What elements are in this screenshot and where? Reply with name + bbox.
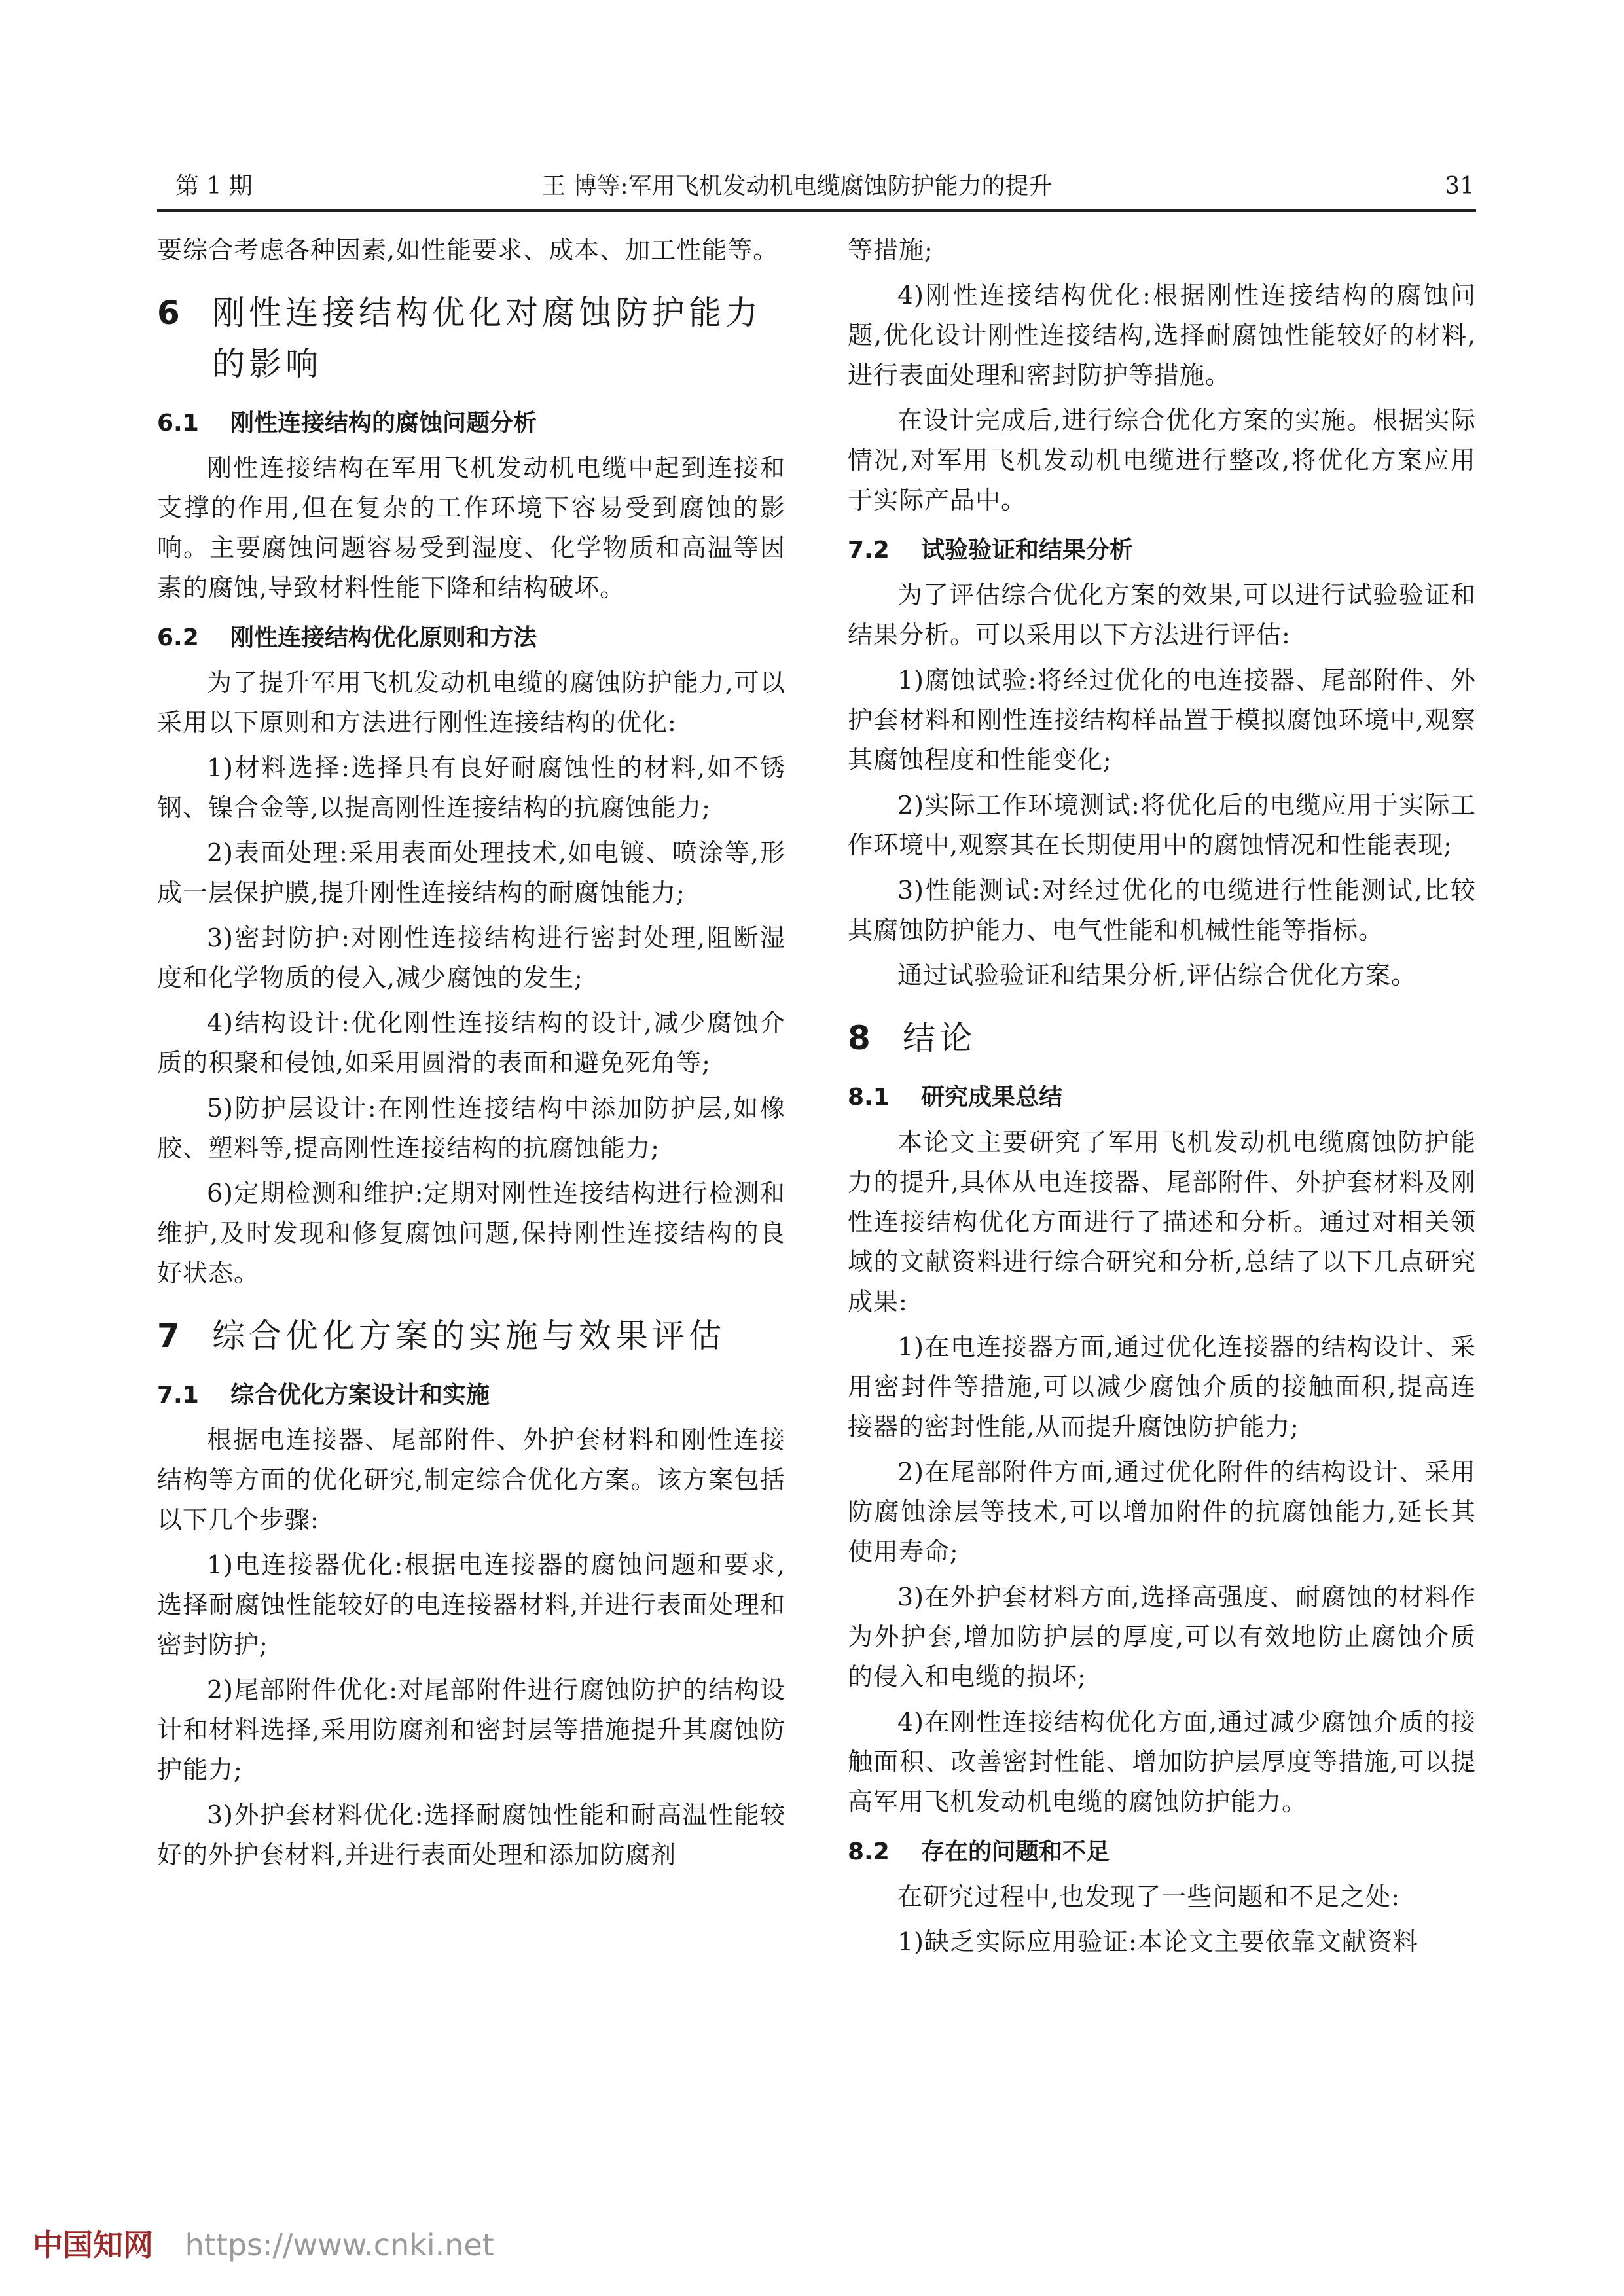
right-column xyxy=(848,230,1476,1967)
list-item: 2)表面处理:采用表面处理技术,如电镀、喷涂等,形成一层保护膜,提升刚性连接结构的耐腐蚀能力; xyxy=(157,838,785,907)
subsection-title: 综合优化方案设计和实施 xyxy=(230,1382,490,1408)
section-title: 结论 xyxy=(903,1019,976,1057)
section-number: 8 xyxy=(848,1019,875,1057)
list-item: 3)在外护套材料方面,选择高强度、耐腐蚀的材料作为外护套,增加防护层的厚度,可以有效地防止腐蚀介质的侵入和电缆的损坏; xyxy=(848,1583,1476,1691)
subsection-number: 8.2 xyxy=(848,1839,890,1865)
subsection-heading-6-1 xyxy=(157,404,785,443)
paragraph: 在研究过程中,也发现了一些问题和不足之处: xyxy=(897,1882,1400,1911)
cnki-url[interactable]: https://www.cnki.net xyxy=(185,2227,494,2263)
page-number: 31 xyxy=(1445,173,1475,200)
paragraph: 本论文主要研究了军用飞机发动机电缆腐蚀防护能力的提升,具体从电连接器、尾部附件、外护套材料及刚性连接结构优化方面进行了描述和分析。通过对相关领域的文献资料进行综合研究和分析,总结了以下几点研究成果: xyxy=(848,1128,1476,1316)
section-number: 6 xyxy=(157,294,184,332)
section-title: 综合优化方案的实施与效果评估 xyxy=(212,1317,725,1355)
issue-number: 第 1 期 xyxy=(175,173,253,200)
list-item: 1)腐蚀试验:将经过优化的电连接器、尾部附件、外护套材料和刚性连接结构样品置于模拟腐蚀环境中,观察其腐蚀程度和性能变化; xyxy=(848,666,1476,774)
cnki-watermark xyxy=(33,2222,494,2268)
list-item: 1)在电连接器方面,通过优化连接器的结构设计、采用密封件等措施,可以减少腐蚀介质的接触面积,提高连接器的密封性能,从而提升腐蚀防护能力; xyxy=(848,1333,1476,1441)
subsection-number: 6.1 xyxy=(157,410,199,437)
paragraph: 要综合考虑各种因素,如性能要求、成本、加工性能等。 xyxy=(157,236,779,264)
section-title: 刚性连接结构优化对腐蚀防护能力的影响 xyxy=(212,294,762,383)
list-item: 2)尾部附件优化:对尾部附件进行腐蚀防护的结构设计和材料选择,采用防腐剂和密封层等措施提升其腐蚀防护能力; xyxy=(157,1676,785,1784)
header-rule xyxy=(157,209,1476,212)
list-item: 4)结构设计:优化刚性连接结构的设计,减少腐蚀介质的积聚和侵蚀,如采用圆滑的表面和避免死角等; xyxy=(157,1009,785,1077)
list-item: 6)定期检测和维护:定期对刚性连接结构进行检测和维护,及时发现和修复腐蚀问题,保持刚性连接结构的良好状态。 xyxy=(157,1179,785,1287)
subsection-title: 试验验证和结果分析 xyxy=(921,537,1134,564)
list-item: 1)电连接器优化:根据电连接器的腐蚀问题和要求,选择耐腐蚀性能较好的电连接器材料,并进行表面处理和密封防护; xyxy=(157,1551,785,1659)
subsection-heading-7-1 xyxy=(157,1376,785,1415)
list-item: 1)材料选择:选择具有良好耐腐蚀性的材料,如不锈钢、镍合金等,以提高刚性连接结构的抗腐蚀能力; xyxy=(157,753,785,822)
section-number: 7 xyxy=(157,1317,184,1355)
list-item: 5)防护层设计:在刚性连接结构中添加防护层,如橡胶、塑料等,提高刚性连接结构的抗腐蚀能力; xyxy=(157,1094,785,1162)
subsection-heading-6-2 xyxy=(157,619,785,658)
paragraph: 通过试验验证和结果分析,评估综合优化方案。 xyxy=(897,961,1417,990)
subsection-heading-8-2 xyxy=(848,1833,1476,1872)
section-heading-8 xyxy=(848,1013,1476,1064)
subsection-number: 7.2 xyxy=(848,537,890,564)
list-item: 4)刚性连接结构优化:根据刚性连接结构的腐蚀问题,优化设计刚性连接结构,选择耐腐蚀性能较好的材料,进行表面处理和密封防护等措施。 xyxy=(848,281,1476,389)
section-heading-7 xyxy=(157,1310,785,1361)
paragraph: 为了提升军用飞机发动机电缆的腐蚀防护能力,可以采用以下原则和方法进行刚性连接结构的优化: xyxy=(157,668,785,737)
running-header xyxy=(175,167,1475,206)
subsection-title: 存在的问题和不足 xyxy=(921,1839,1110,1865)
subsection-title: 研究成果总结 xyxy=(921,1084,1063,1111)
list-item: 3)外护套材料优化:选择耐腐蚀性能和耐高温性能较好的外护套材料,并进行表面处理和添加防腐剂 xyxy=(157,1801,785,1869)
list-item: 2)在尾部附件方面,通过优化附件的结构设计、采用防腐蚀涂层等技术,可以增加附件的抗腐蚀能力,延长其使用寿命; xyxy=(848,1458,1476,1566)
list-item: 4)在刚性连接结构优化方面,通过减少腐蚀介质的接触面积、改善密封性能、增加防护层厚度等措施,可以提高军用飞机发动机电缆的腐蚀防护能力。 xyxy=(848,1708,1476,1816)
list-item: 3)密封防护:对刚性连接结构进行密封处理,阻断湿度和化学物质的侵入,减少腐蚀的发生; xyxy=(157,924,785,992)
list-item: 3)性能测试:对经过优化的电缆进行性能测试,比较其腐蚀防护能力、电气性能和机械性能等指标。 xyxy=(848,876,1476,944)
cnki-logo-text: 中国知网 xyxy=(33,2227,153,2263)
paragraph: 等措施; xyxy=(848,236,933,264)
running-title: 王 博等:军用飞机发动机电缆腐蚀防护能力的提升 xyxy=(542,173,1053,200)
list-item: 1)缺乏实际应用验证:本论文主要依靠文献资料 xyxy=(897,1928,1418,1956)
subsection-number: 7.1 xyxy=(157,1382,199,1408)
left-column xyxy=(157,230,785,1880)
paragraph: 为了评估综合优化方案的效果,可以进行试验验证和结果分析。可以采用以下方法进行评估: xyxy=(848,581,1476,649)
paragraph: 根据电连接器、尾部附件、外护套材料和刚性连接结构等方面的优化研究,制定综合优化方案。该方案包括以下几个步骤: xyxy=(157,1426,785,1534)
paragraph: 在设计完成后,进行综合优化方案的实施。根据实际情况,对军用飞机发动机电缆进行整改,将优化方案应用于实际产品中。 xyxy=(848,406,1476,514)
subsection-number: 6.2 xyxy=(157,624,199,651)
subsection-number: 8.1 xyxy=(848,1084,890,1111)
subsection-title: 刚性连接结构的腐蚀问题分析 xyxy=(230,410,537,437)
list-item: 2)实际工作环境测试:将优化后的电缆应用于实际工作环境中,观察其在长期使用中的腐蚀情况和性能表现; xyxy=(848,791,1476,859)
subsection-title: 刚性连接结构优化原则和方法 xyxy=(230,624,537,651)
subsection-heading-7-2 xyxy=(848,531,1476,570)
section-heading-6 xyxy=(157,287,785,389)
subsection-heading-8-1 xyxy=(848,1078,1476,1117)
paragraph: 刚性连接结构在军用飞机发动机电缆中起到连接和支撑的作用,但在复杂的工作环境下容易受到腐蚀的影响。主要腐蚀问题容易受到湿度、化学物质和高温等因素的腐蚀,导致材料性能下降和结构破坏。 xyxy=(157,454,785,602)
